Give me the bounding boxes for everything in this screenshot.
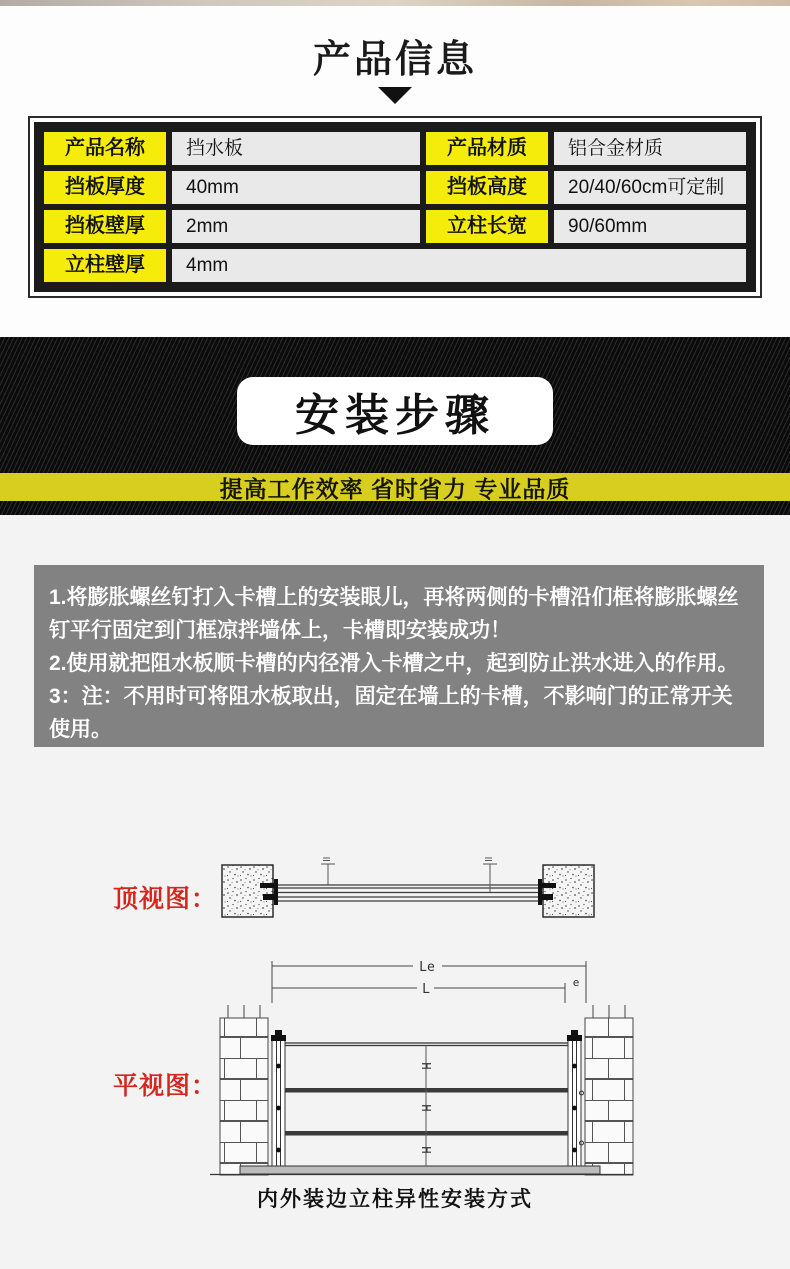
wall-top-ticks (228, 1005, 625, 1018)
spec-label: 立柱长宽 (426, 210, 548, 243)
dimension-label-h: H (419, 1104, 433, 1112)
spec-value: 挡水板 (172, 132, 420, 165)
triangle-down-icon (378, 87, 412, 104)
diagram-caption: 内外装边立柱异性安装方式 (257, 1188, 533, 1211)
dimension-leaders (321, 858, 497, 892)
top-view-drawing (200, 851, 640, 941)
page-title: 产品信息 (312, 39, 477, 81)
install-steps-section (0, 337, 790, 515)
spec-value: 2mm (172, 210, 420, 243)
instruction-line: 1.将膨胀螺丝钉打入卡槽上的安装眼儿，再将两侧的卡槽沿们框将膨胀螺丝钉平行固定到门框凉拌墙体上，卡槽即安装成功！ (49, 586, 739, 642)
spec-value: 90/60mm (554, 210, 746, 243)
install-steps-heading: 安装步骤 (237, 377, 553, 445)
spec-label: 产品名称 (44, 132, 166, 165)
spec-label: 挡板壁厚 (44, 210, 166, 243)
dimension-label-h: H (419, 1062, 433, 1070)
spec-value: 40mm (172, 171, 420, 204)
dimension-label-h: H (419, 1146, 433, 1154)
dimension-label-e: e (572, 976, 580, 989)
product-info-section (0, 6, 790, 337)
wall-section-left (222, 865, 273, 917)
instruction-line: 3：注：不用时可将阻水板取出，固定在墙上的卡槽，不影响门的正常开关使用。 (49, 685, 733, 741)
product-spec-table (28, 116, 762, 298)
front-view-label: 平视图： (113, 1072, 218, 1100)
top-view-label: 顶视图： (113, 885, 218, 913)
instruction-line: 2.使用就把阻水板顺卡槽的内径滑入卡槽之中，起到防止洪水进入的作用。 (49, 652, 739, 675)
barrier-board-top-profile (273, 885, 543, 901)
spec-label: 挡板高度 (426, 171, 548, 204)
brick-wall-left (220, 1018, 268, 1175)
product-spec-table-body (34, 122, 756, 292)
spec-value: 20/40/60cm可定制 (554, 171, 746, 204)
brick-wall-right (585, 1018, 633, 1175)
bottom-threshold-bar (240, 1166, 600, 1174)
spec-label: 挡板厚度 (44, 171, 166, 204)
mounting-post-right (567, 1030, 584, 1173)
slogan-banner: 提高工作效率 省时省力 专业品质 (0, 473, 790, 501)
installation-instructions (34, 565, 764, 747)
front-view-drawing (200, 953, 640, 1185)
diagram-section (0, 515, 790, 1269)
spec-label: 产品材质 (426, 132, 548, 165)
dimension-label-le: Le (419, 960, 435, 975)
spec-value: 铝合金材质 (554, 132, 746, 165)
spec-label: 立柱壁厚 (44, 249, 166, 282)
spec-value: 4mm (172, 249, 746, 282)
dimension-label-l: L (422, 982, 430, 997)
wall-section-right (543, 865, 594, 917)
mounting-post-left (271, 1030, 286, 1173)
